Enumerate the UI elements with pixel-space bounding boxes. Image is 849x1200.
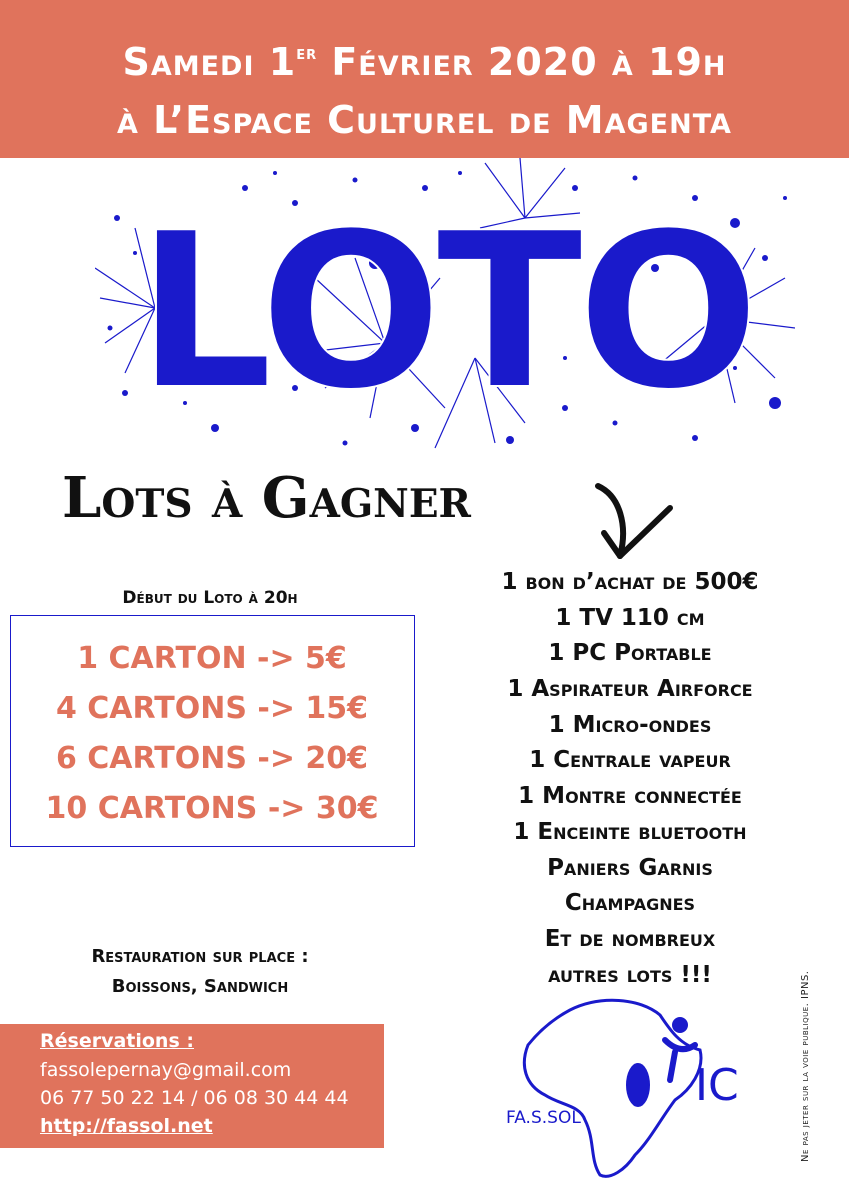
price-line: 1 CARTON -> 5€ (77, 641, 347, 676)
reservation-phones: 06 77 50 22 14 / 06 08 30 44 44 (40, 1087, 349, 1109)
prize-item: autres lots !!! (548, 961, 712, 988)
header-banner (0, 0, 849, 158)
prize-item: 1 Enceinte bluetooth (513, 818, 747, 845)
loto-title: LOTO (136, 186, 754, 437)
prize-item: 1 bon d’achat de 500€ (501, 569, 759, 595)
price-box (10, 615, 415, 847)
prize-item: 1 Montre connectée (518, 783, 742, 810)
loto-hero (95, 158, 795, 458)
africa-logo-icon (500, 990, 740, 1185)
price-line: 4 CARTONS -> 15€ (55, 691, 369, 726)
reservation-email[interactable]: fassolepernay@gmail.com (40, 1059, 292, 1081)
reservation-label: Réservations : (40, 1030, 194, 1052)
prize-item: Et de nombreux (544, 925, 716, 952)
prize-item: 1 PC Portable (548, 640, 712, 667)
legal-note: Ne pas jeter sur la voie publique. IPNS. (800, 970, 811, 1162)
prize-list (455, 565, 805, 993)
start-time-note: Début du Loto à 20h (122, 588, 298, 608)
prize-item: 1 Micro-ondes (548, 711, 712, 738)
reservation-website-link[interactable]: http://fassol.net (40, 1115, 213, 1137)
down-arrow-icon (590, 478, 680, 563)
event-venue: à L’Espace Culturel de Magenta (117, 98, 732, 142)
price-line: 10 CARTONS -> 30€ (45, 791, 379, 826)
lots-heading: Lots à Gagner (62, 465, 471, 531)
catering-line: Boissons, Sandwich (111, 976, 289, 997)
prize-item: 1 Centrale vapeur (529, 747, 731, 774)
event-date: Samedi 1er Février 2020 à 19h (122, 40, 727, 84)
logo-text: FA.S.SOL (506, 1108, 581, 1128)
price-line: 6 CARTONS -> 20€ (55, 741, 369, 776)
prize-item: 1 Aspirateur Airforce (507, 676, 753, 703)
catering-info (30, 942, 370, 1002)
svg-text:IC: IC (695, 1060, 739, 1111)
prize-item: 1 TV 110 cm (555, 604, 705, 631)
catering-line: Restauration sur place : (91, 946, 309, 967)
date-superscript: er (296, 43, 318, 64)
prize-item: Paniers Garnis (547, 854, 713, 881)
reservation-box (0, 1024, 384, 1148)
prize-item: Champagnes (564, 890, 696, 917)
